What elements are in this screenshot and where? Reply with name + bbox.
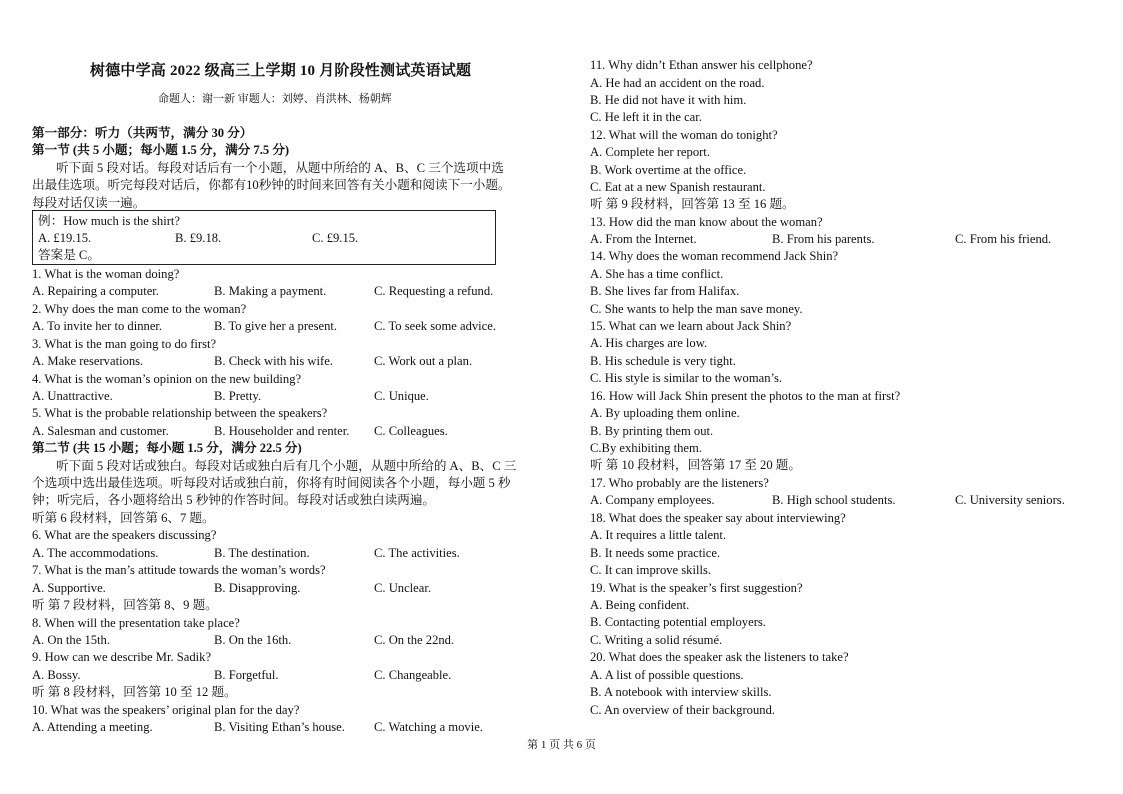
question-stem: 8. When will the presentation take place? bbox=[32, 616, 240, 630]
instruction-line: 个选项中选出最佳选项。听每段对话或独白前，你将有时间阅读各个小题，每小题 5 秒 bbox=[32, 476, 511, 490]
option-a: A. Supportive. bbox=[32, 581, 106, 595]
option-b: B. Visiting Ethan’s house. bbox=[214, 720, 345, 734]
option-c: C. He left it in the car. bbox=[590, 110, 702, 124]
page-footer: 第 1 页 共 6 页 bbox=[527, 739, 596, 751]
instruction-line: 每段对话仅读一遍。 bbox=[32, 196, 146, 210]
question-stem: 5. What is the probable relationship between the speakers? bbox=[32, 406, 328, 420]
part1-heading: 第一部分：听力（共两节，满分 30 分） bbox=[32, 126, 253, 140]
option-b: B. His schedule is very tight. bbox=[590, 354, 736, 368]
option-a: A. His charges are low. bbox=[590, 336, 708, 350]
option-a: A. On the 15th. bbox=[32, 633, 111, 647]
question-stem: 1. What is the woman doing? bbox=[32, 267, 180, 281]
question-stem: 3. What is the man going to do first? bbox=[32, 337, 217, 351]
option-c: C. Work out a plan. bbox=[374, 354, 473, 368]
question-stem: 4. What is the woman’s opinion on the new building? bbox=[32, 372, 302, 386]
option-b: B. By printing them out. bbox=[590, 424, 714, 438]
question-stem: 2. Why does the man come to the woman? bbox=[32, 302, 247, 316]
option-c: C. Requesting a refund. bbox=[374, 284, 494, 298]
option-a: A. Unattractive. bbox=[32, 389, 113, 403]
example-option-c: C. £9.15. bbox=[312, 231, 359, 245]
option-a: A. A list of possible questions. bbox=[590, 668, 744, 682]
option-b: B. It needs some practice. bbox=[590, 546, 721, 560]
option-a: A. Repairing a computer. bbox=[32, 284, 159, 298]
option-c: C. She wants to help the man save money. bbox=[590, 302, 803, 316]
option-b: B. Forgetful. bbox=[214, 668, 279, 682]
option-b: B. He did not have it with him. bbox=[590, 93, 747, 107]
question-stem: 17. Who probably are the listeners? bbox=[590, 476, 769, 490]
material-note: 听第 6 段材料，回答第 6、7 题。 bbox=[32, 511, 215, 525]
option-c: C.By exhibiting them. bbox=[590, 441, 702, 455]
option-c: C. Changeable. bbox=[374, 668, 452, 682]
option-c: C. Unique. bbox=[374, 389, 429, 403]
question-stem: 11. Why didn’t Ethan answer his cellphone? bbox=[590, 58, 813, 72]
instruction-line: 听下面 5 段对话或独白。每段对话或独白后有几个小题，从题中所给的 A、B、C 三 bbox=[56, 459, 517, 473]
option-b: B. Contacting potential employers. bbox=[590, 615, 766, 629]
question-stem: 19. What is the speaker’s first suggestion? bbox=[590, 581, 803, 595]
option-a: A. Salesman and customer. bbox=[32, 424, 169, 438]
question-stem: 6. What are the speakers discussing? bbox=[32, 528, 217, 542]
option-c: C. On the 22nd. bbox=[374, 633, 455, 647]
question-stem: 18. What does the speaker say about interviewing? bbox=[590, 511, 846, 525]
option-b: B. The destination. bbox=[214, 546, 310, 560]
question-stem: 13. How did the man know about the woman? bbox=[590, 215, 823, 229]
option-b: B. To give her a present. bbox=[214, 319, 338, 333]
option-a: A. She has a time conflict. bbox=[590, 267, 724, 281]
option-c: C. Unclear. bbox=[374, 581, 432, 595]
option-b: B. Making a payment. bbox=[214, 284, 327, 298]
option-a: A. To invite her to dinner. bbox=[32, 319, 163, 333]
option-b: B. Work overtime at the office. bbox=[590, 163, 747, 177]
option-c: C. To seek some advice. bbox=[374, 319, 496, 333]
option-a: A. Complete her report. bbox=[590, 145, 710, 159]
option-a: A. Being confident. bbox=[590, 598, 690, 612]
option-b: B. High school students. bbox=[772, 493, 896, 507]
option-c: C. Writing a solid résumé. bbox=[590, 633, 723, 647]
option-c: C. University seniors. bbox=[955, 493, 1065, 507]
option-b: B. Pretty. bbox=[214, 389, 262, 403]
exam-title: 树德中学高 2022 级高三上学期 10 月阶段性测试英语试题 bbox=[90, 63, 472, 79]
option-a: A. Make reservations. bbox=[32, 354, 144, 368]
option-a: A. Bossy. bbox=[32, 668, 81, 682]
option-a: A. It requires a little talent. bbox=[590, 528, 727, 542]
option-b: B. Disapproving. bbox=[214, 581, 301, 595]
material-note: 听 第 7 段材料，回答第 8、9 题。 bbox=[32, 598, 218, 612]
option-c: C. The activities. bbox=[374, 546, 460, 560]
option-b: B. From his parents. bbox=[772, 232, 875, 246]
question-stem: 7. What is the man’s attitude towards the woman’s words? bbox=[32, 563, 326, 577]
option-c: C. Watching a movie. bbox=[374, 720, 483, 734]
option-a: A. From the Internet. bbox=[590, 232, 697, 246]
option-a: A. Attending a meeting. bbox=[32, 720, 153, 734]
option-b: B. She lives far from Halifax. bbox=[590, 284, 740, 298]
material-note: 听 第 9 段材料，回答第 13 至 16 题。 bbox=[590, 197, 795, 211]
option-a: A. By uploading them online. bbox=[590, 406, 740, 420]
option-a: A. Company employees. bbox=[590, 493, 715, 507]
option-a: A. The accommodations. bbox=[32, 546, 159, 560]
option-c: C. Colleagues. bbox=[374, 424, 448, 438]
question-stem: 20. What does the speaker ask the listeners to take? bbox=[590, 650, 849, 664]
question-stem: 15. What can we learn about Jack Shin? bbox=[590, 319, 792, 333]
section1-heading: 第一节 (共 5 小题；每小题 1.5 分，满分 7.5 分) bbox=[32, 143, 290, 157]
option-b: B. Householder and renter. bbox=[214, 424, 350, 438]
question-stem: 12. What will the woman do tonight? bbox=[590, 128, 778, 142]
question-stem: 9. How can we describe Mr. Sadik? bbox=[32, 650, 212, 664]
setters-line: 命题人：谢一新 审题人：刘婷、肖洪林、杨朝辉 bbox=[158, 93, 392, 105]
instruction-line: 出最佳选项。听完每段对话后，你都有10秒钟的时间来回答有关小题和阅读下一小题。 bbox=[32, 178, 511, 192]
option-b: B. A notebook with interview skills. bbox=[590, 685, 772, 699]
section2-heading: 第二节 (共 15 小题；每小题 1.5 分，满分 22.5 分) bbox=[32, 441, 302, 455]
question-stem: 14. Why does the woman recommend Jack Shin? bbox=[590, 249, 839, 263]
instruction-line: 钟；听完后，各小题将给出 5 秒钟的作答时间。每段对话或独白读两遍。 bbox=[32, 493, 435, 507]
material-note: 听 第 8 段材料，回答第 10 至 12 题。 bbox=[32, 685, 237, 699]
option-c: C. An overview of their background. bbox=[590, 703, 776, 717]
option-b: B. Check with his wife. bbox=[214, 354, 333, 368]
option-b: B. On the 16th. bbox=[214, 633, 292, 647]
example-option-a: A. £19.15. bbox=[38, 231, 92, 245]
option-c: C. His style is similar to the woman’s. bbox=[590, 371, 783, 385]
option-c: C. From his friend. bbox=[955, 232, 1052, 246]
instruction-line: 听下面 5 段对话。每段对话后有一个小题，从题中所给的 A、B、C 三个选项中选 bbox=[56, 161, 504, 175]
question-stem: 10. What was the speakers’ original plan for the day? bbox=[32, 703, 300, 717]
option-a: A. He had an accident on the road. bbox=[590, 76, 765, 90]
question-stem: 16. How will Jack Shin present the photos to the man at first? bbox=[590, 389, 901, 403]
example-question: 例：How much is the shirt? bbox=[38, 214, 181, 228]
option-c: C. It can improve skills. bbox=[590, 563, 712, 577]
example-answer: 答案是 C。 bbox=[38, 248, 100, 262]
option-c: C. Eat at a new Spanish restaurant. bbox=[590, 180, 766, 194]
material-note: 听 第 10 段材料，回答第 17 至 20 题。 bbox=[590, 458, 801, 472]
example-option-b: B. £9.18. bbox=[175, 231, 222, 245]
